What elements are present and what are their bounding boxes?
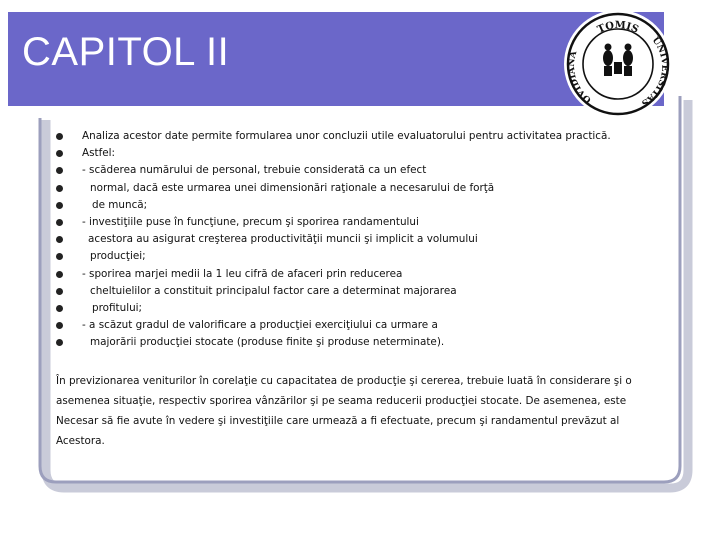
bullet-icon [56, 271, 63, 278]
bullet-icon [56, 150, 63, 157]
list-item: - investiţiile puse în funcţiune, precum şi sporirea randamentului [56, 214, 666, 231]
list-item: Astfel: [56, 145, 666, 162]
bullet-icon [56, 288, 63, 295]
list-item: - scăderea numărului de personal, trebuie considerată ca un efect [56, 162, 666, 179]
list-item: cheltuielilor a constituit principalul factor care a determinat majorarea [56, 283, 666, 300]
university-seal [562, 8, 674, 120]
seal-top-text: TOMIS [595, 19, 641, 36]
paragraph-line: asemenea situaţie, respectiv sporirea vânzărilor şi pe seama reducerii producţiei stocate. De asemenea, este [56, 395, 627, 407]
paragraph-line: Necesar să fie avute în vedere şi investiţiile care urmează a fi efectuate, precum şi randamentul prevăzut al [56, 415, 620, 427]
list-item: Analiza acestor date permite formularea unor concluzii utile evaluatorului pentru activitatea practică. [56, 128, 666, 145]
bullet-icon [56, 202, 63, 209]
bullet-icon [56, 236, 63, 243]
list-item: - a scăzut gradul de valorificare a producţiei exerciţiului ca urmare a [56, 317, 666, 334]
list-item: profitului; [56, 300, 666, 317]
bullet-icon [56, 167, 63, 174]
bullet-icon [56, 253, 63, 260]
paragraph-line: Acestora. [56, 435, 105, 447]
list-item: - sporirea marjei medii la 1 leu cifră de afaceri prin reducerea [56, 266, 666, 283]
bullet-icon [56, 322, 63, 329]
bullet-list [56, 128, 666, 351]
list-item: producţiei; [56, 248, 666, 265]
body-paragraph [56, 371, 656, 451]
list-item: acestora au asigurat creşterea productivităţii muncii şi implicit a volumului [56, 231, 666, 248]
seal-right-text: UNIVERSITAS [639, 35, 670, 108]
list-item: de muncă; [56, 197, 666, 214]
bullet-icon [56, 219, 63, 226]
bullet-icon [56, 305, 63, 312]
paragraph-line: În previzionarea veniturilor în corelaţie cu capacitatea de producţie şi cererea, trebuie luată în considerare şi o [56, 375, 632, 387]
slide-title: CAPITOL II [22, 30, 230, 74]
seal-left-text: OVIDIANA [566, 50, 594, 105]
list-item: normal, dacă este urmarea unei dimensionări raţionale a necesarului de forţă [56, 180, 666, 197]
bullet-icon [56, 339, 63, 346]
list-item: majorării producţiei stocate (produse finite şi produse neterminate). [56, 334, 666, 351]
bullet-icon [56, 133, 63, 140]
bullet-icon [56, 185, 63, 192]
